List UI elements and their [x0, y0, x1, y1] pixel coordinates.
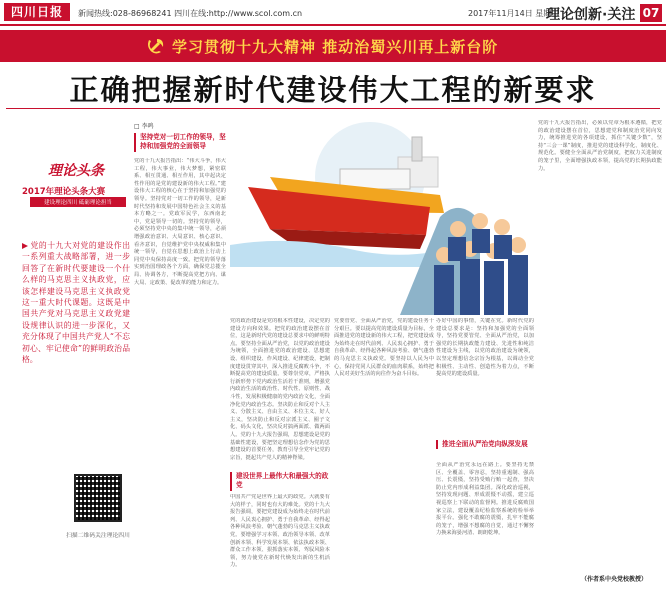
page-headline: 正确把握新时代建设伟大工程的新要求 — [69, 73, 597, 107]
ship-illustration — [230, 117, 532, 315]
body-column-4: 办好中国的事情，关键在党。新时代党的建设总要求是：坚持和加强党的全面领导，坚持党要管党、全面从严治党，以加强党的长期执政能力建设、先进性和纯洁性建设为主线，以党的政治建设为统领，以坚定理想信念宗旨为根基，以调动全党积极性、主动性、创造性为着力点，不断提高党的建设质量。 — [436, 318, 534, 378]
article-summary — [22, 240, 130, 365]
body-column-3: 党要管党、全面从严治党，党的建设任务十分艰巨。要以提高党的建设质量为目标，全面推进党的建设新的伟大工程，把党建设成为始终走在时代前列、人民衷心拥护、勇于自我革命、经得起各种风浪考验、朝气蓬勃的马克思主义执政党。要坚持以人民为中心，保持党同人民群众的血肉联系，始终把人民对美好生活的向往作为奋斗目标。 — [334, 318, 434, 378]
banner-slogan: 学习贯彻十九大精神 推动治蜀兴川再上新台阶 — [172, 38, 499, 56]
column-brand-subtitle: 2017年理论头条大赛 — [22, 187, 106, 197]
subhead-2: 推进全面从严治党向纵深发展 — [436, 440, 534, 449]
subhead-4: 建设世界上最伟大和最强大的政党 — [230, 472, 330, 491]
summary-arrow-icon: ▶ — [22, 241, 29, 250]
body-column-1: 党的十九大报告指出：“伟大斗争，伟大工程，伟大事业，伟大梦想，紧密联系、相互贯通、相互作用，其中起决定性作用的是党的建设新的伟大工程。”建设伟大工程的核心在于坚持和加强党的领导。坚持党对一切工作的领导，是新时代坚持和发展中国特色社会主义的基本方略之一。党政军民学，东西南北中，党是领导一切的。坚持党的领导，必须坚持党中央的集中统一领导，必须增强政治意识、大局意识、核心意识、看齐意识，自觉维护党中央权威和集中统一领导，自觉在思想上政治上行动上同党中央保持高度一致。把党的领导落实到治国理政各个方面，确保党总揽全局、协调各方，不断提高党把方向、谋大局、定政策、促改革的能力和定力。 — [134, 158, 226, 286]
body-column-5: 党的十九大报告指出，必须以党章为根本遵循，把党的政治建设摆在首位，思想建党和制度治党同向发力，统筹推进党的各项建设，抓住“关键少数”，坚持“三会一课”制度，推进党的建设科学化、制度化、规范化。要健全全面从严治党制度，把权力关进制度的笼子里，全面增强执政本领，提高党的长期执政能力。 — [538, 120, 662, 172]
body-column-4b: 全面从严治党永远在路上。要坚持无禁区、全覆盖、零容忍，坚持重遏制、强高压、长震慑，坚持受贿行贿一起查，坚决防止党内形成利益集团。深化政治巡视，坚持发现问题、形成震慑不动摇，建立巡视巡察上下联动的监督网。推进反腐败国家立法，建设覆盖纪检监察系统的检举举报平台。强化不敢腐的震慑，扎牢不能腐的笼子，增强不想腐的自觉，通过不懈努力换来海晏河清、朗朗乾坤。 — [436, 462, 534, 537]
column-brand-logo: 理论头条 — [48, 163, 104, 179]
masthead — [0, 0, 666, 26]
qr-code — [74, 474, 122, 522]
body-column-2b: 中国共产党是世界上最大的政党。大就要有大的样子，同时也有大的难处。党的十九大报告强调，要把党建设成为始终走在时代前列、人民衷心拥护、勇于自我革命、经得起各种风浪考验、朝气蓬勃的马克思主义执政党。要增强学习本领、政治领导本领、改革创新本领、科学发展本领、依法执政本领、群众工作本领、狠抓落实本领、驾驭风险本领，努力使党在新时代焕发出新的生机活力。 — [230, 494, 330, 569]
subhead-1: 坚持党对一切工作的领导，坚持和加强党的全面领导 — [134, 133, 226, 152]
headline-divider — [6, 108, 660, 109]
column-brand — [48, 160, 128, 178]
page-number: 07 — [640, 4, 662, 22]
hammer-sickle-icon — [144, 35, 166, 57]
column-brand-note: 建设理论四川 砥砺理论担当 — [30, 197, 126, 207]
qr-caption: 扫描二维码关注理论四川 — [66, 533, 130, 539]
author-note: （作者系中央党校教授） — [581, 576, 648, 583]
publish-date: 2017年11月14日 星期二 — [468, 9, 560, 18]
section-title: 理论创新·关注 — [546, 7, 636, 23]
byline: □ 李鸣 — [134, 123, 154, 130]
summary-text: 党的十九大对党的建设作出一系列重大战略部署，进一步回答了在新时代要建设一个什么样的马克思主义执政党，应该怎样建设马克思主义执政党这一重大时代课题。这既是中国共产党对马克思主义政党建设规律认识的进一步深化，又充分体现了中国共产党人“不忘初心、牢记使命”的鲜明政治品格。 — [22, 241, 131, 365]
paper-logo: 四川日报 — [4, 3, 70, 21]
body-column-2: 党的政治建设是党的根本性建设，决定党的建设方向和效果。把党的政治建设摆在首位，这是新时代党的建设总要求中的鲜明特点。要坚持全面从严治党，以党的政治建设为统领，全面推进党的政治建设、思想建设、组织建设、作风建设、纪律建设，把制度建设贯穿其中，深入推进反腐败斗争，不断提高党的建设质量。要尊崇党章，严格执行新形势下党内政治生活若干准则，增强党内政治生活的政治性、时代性、原则性、战斗性，发展积极健康的党内政治文化，全面净化党内政治生态。坚决防止和反对个人主义、分散主义、自由主义、本位主义、好人主义，坚决防止和反对宗派主义、圈子文化、码头文化，坚决反对搞两面派、做两面人。党的十九大报告强调，思想建设是党的基础性建设，要把坚定理想信念作为党的思想建设的首要任务，教育引导全党牢记党的宗旨，挺起共产党人的精神脊梁。 — [230, 318, 330, 461]
hotline-text: 新闻热线:028-86968241 四川在线:http://www.scol.com.cn — [78, 9, 303, 18]
slogan-banner — [0, 30, 666, 62]
